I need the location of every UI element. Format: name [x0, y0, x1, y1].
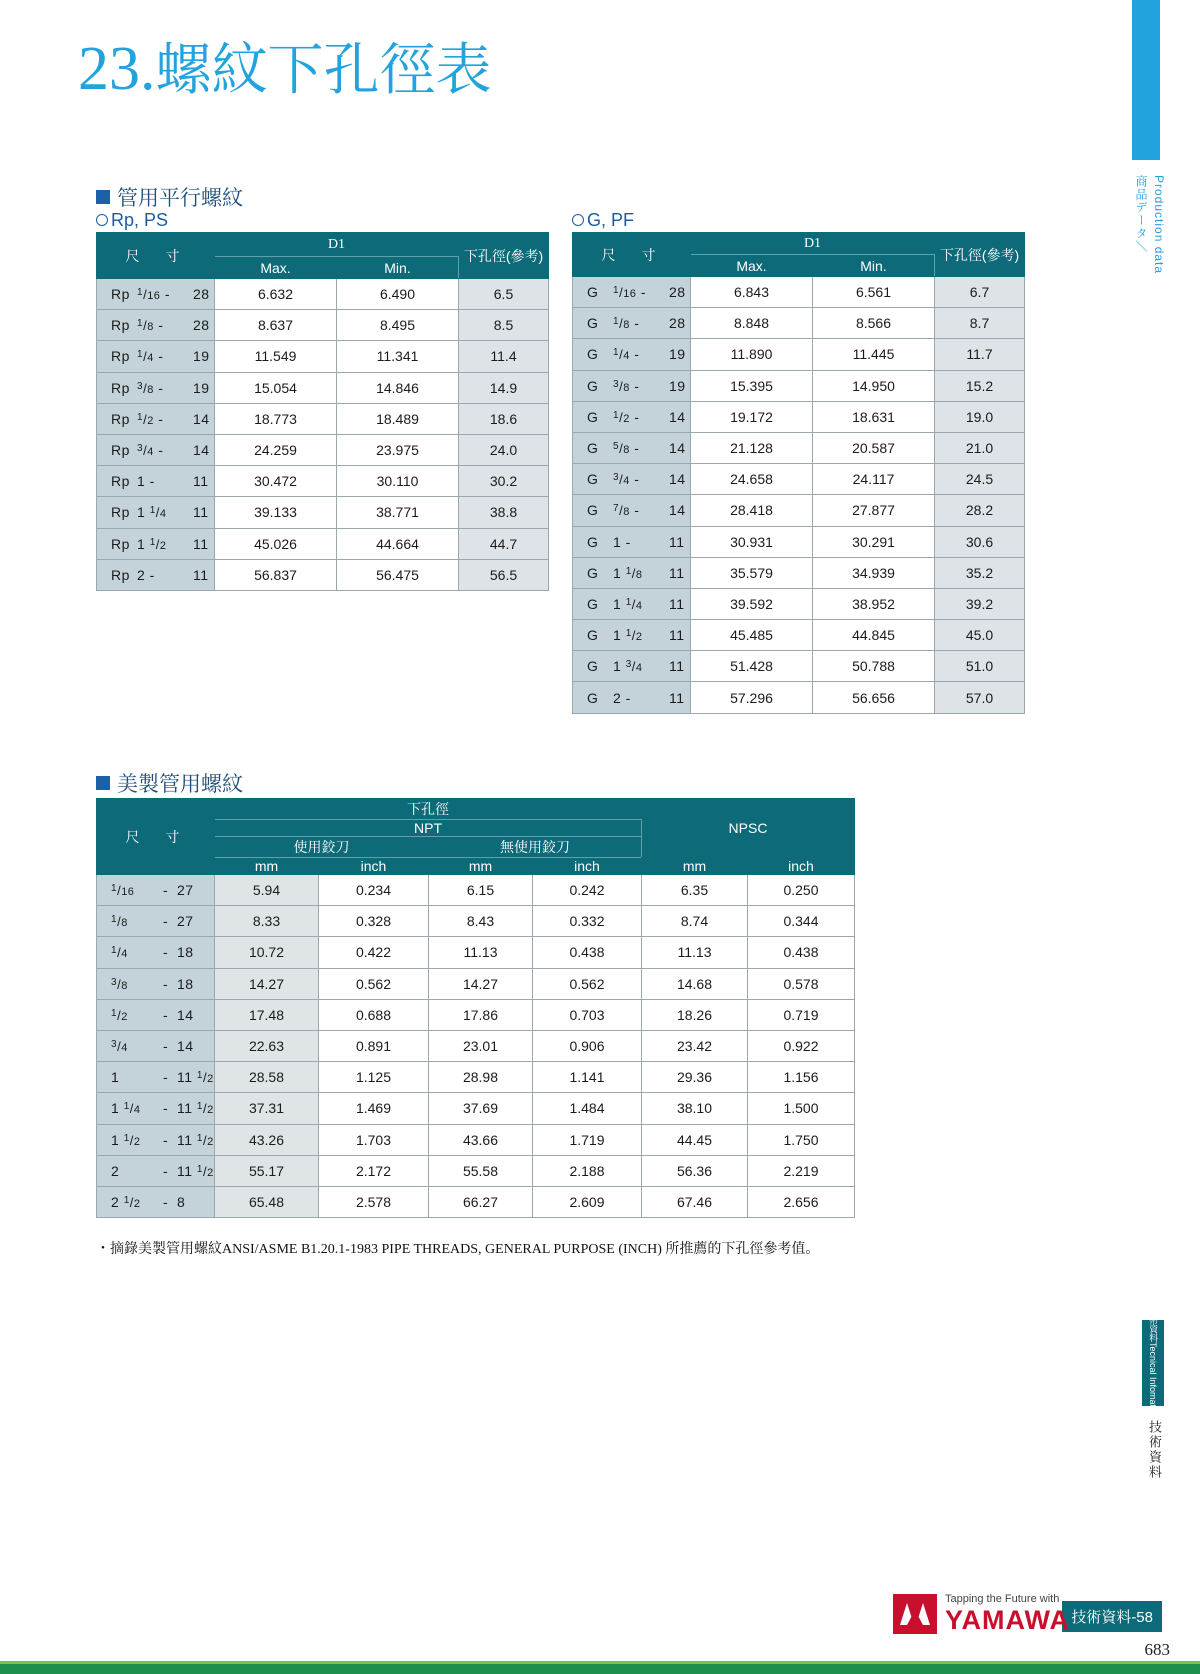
cell-npsc-inch: 0.922: [748, 1030, 855, 1061]
cell-drill-ref: 30.2: [459, 466, 549, 497]
cell-size: 2 - 11 $^1$/2: [97, 1155, 215, 1186]
cell-size: $^3$/8 - 18: [97, 968, 215, 999]
table-row: [97, 434, 549, 465]
table-row: [97, 875, 855, 906]
cell-npsc-inch: 1.156: [748, 1062, 855, 1093]
cell-d1-max: 6.632: [215, 279, 337, 310]
cell-size: G $^1$/4 - 19: [573, 339, 691, 370]
cell-npsc-mm: 67.46: [642, 1186, 748, 1217]
table-row: [97, 403, 549, 434]
table-rp-head-row1: [97, 233, 549, 257]
cell-size: Rp $^1$/2 - 14: [97, 403, 215, 434]
rail-tech-badge-cjk: 技術資料: [1148, 1306, 1159, 1343]
cell-with-reamer-mm: 55.17: [215, 1155, 319, 1186]
cell-drill-ref: 51.0: [935, 651, 1025, 682]
table-row: [573, 401, 1025, 432]
cell-with-reamer-inch: 1.469: [319, 1093, 429, 1124]
table-row: [573, 277, 1025, 308]
cell-with-reamer-mm: 14.27: [215, 968, 319, 999]
cell-without-reamer-inch: 1.719: [533, 1124, 642, 1155]
cell-d1-min: 6.561: [813, 277, 935, 308]
table-row: [573, 432, 1025, 463]
table-row: [97, 497, 549, 528]
cell-npsc-inch: 0.250: [748, 875, 855, 906]
yamawa-tagline: Tapping the Future with: [944, 1593, 1060, 1605]
cell-size: G $^7$/8 - 14: [573, 495, 691, 526]
table-rp-ps: [96, 232, 549, 591]
cell-d1-min: 11.445: [813, 339, 935, 370]
cell-d1-min: 14.950: [813, 370, 935, 401]
right-rail: [1120, 0, 1200, 1674]
th-npsc-inch: inch: [748, 858, 855, 875]
subheading-g-pf: [572, 210, 634, 231]
cell-drill-ref: 57.0: [935, 682, 1025, 713]
page-title: [78, 35, 492, 103]
cell-drill-ref: 56.5: [459, 559, 549, 590]
cell-d1-max: 39.133: [215, 497, 337, 528]
table-row: [573, 557, 1025, 588]
cell-size: Rp 1 $^1$/4 11: [97, 497, 215, 528]
cell-d1-max: 15.395: [691, 370, 813, 401]
cell-size: G 1 $^1$/2 11: [573, 620, 691, 651]
cell-d1-max: 35.579: [691, 557, 813, 588]
cell-drill-ref: 21.0: [935, 432, 1025, 463]
cell-drill-ref: 14.9: [459, 372, 549, 403]
cell-size: Rp 2 - 11: [97, 559, 215, 590]
cell-npsc-mm: 29.36: [642, 1062, 748, 1093]
th-npsc-mm: mm: [642, 858, 748, 875]
cell-with-reamer-inch: 0.234: [319, 875, 429, 906]
cell-drill-ref: 35.2: [935, 557, 1025, 588]
cell-drill-ref: 38.8: [459, 497, 549, 528]
subheading-rp-ps-text: Rp, PS: [111, 210, 169, 230]
cell-npsc-mm: 38.10: [642, 1093, 748, 1124]
cell-d1-min: 56.656: [813, 682, 935, 713]
th-ref: 下孔徑(參考): [459, 233, 549, 279]
table-row: [573, 370, 1025, 401]
cell-without-reamer-inch: 0.906: [533, 1030, 642, 1061]
cell-drill-ref: 15.2: [935, 370, 1025, 401]
table-row: [573, 464, 1025, 495]
cell-without-reamer-inch: 2.188: [533, 1155, 642, 1186]
yamawa-brand: YAMAWA: [944, 1605, 1070, 1635]
cell-without-reamer-mm: 37.69: [429, 1093, 533, 1124]
table-g-head: [573, 233, 1025, 277]
cell-without-reamer-inch: 0.438: [533, 937, 642, 968]
cell-d1-max: 8.637: [215, 310, 337, 341]
cell-npsc-inch: 0.344: [748, 906, 855, 937]
cell-d1-max: 21.128: [691, 432, 813, 463]
rail-tech-badge: [1142, 1306, 1164, 1420]
cell-size: G $^3$/8 - 19: [573, 370, 691, 401]
table-rp-body: [97, 279, 549, 591]
table-row: [573, 682, 1025, 713]
cell-with-reamer-inch: 0.688: [319, 999, 429, 1030]
cell-with-reamer-mm: 10.72: [215, 937, 319, 968]
cell-size: 1 - 11 $^1$/2: [97, 1062, 215, 1093]
th-with-reamer-inch: inch: [319, 858, 429, 875]
cell-with-reamer-inch: 0.891: [319, 1030, 429, 1061]
cell-npsc-mm: 56.36: [642, 1155, 748, 1186]
subheading-g-pf-text: G, PF: [587, 210, 635, 230]
cell-npsc-inch: 0.719: [748, 999, 855, 1030]
cell-d1-max: 30.931: [691, 526, 813, 557]
table-row: [97, 1093, 855, 1124]
th-with-reamer-mm: mm: [215, 858, 319, 875]
cell-npsc-inch: 2.219: [748, 1155, 855, 1186]
table-row: [97, 341, 549, 372]
th-npt: NPT: [215, 820, 642, 837]
cell-drill-ref: 11.7: [935, 339, 1025, 370]
cell-with-reamer-mm: 5.94: [215, 875, 319, 906]
cell-size: $^3$/4 - 14: [97, 1030, 215, 1061]
circle-bullet-icon: [572, 214, 584, 226]
cell-with-reamer-mm: 8.33: [215, 906, 319, 937]
cell-without-reamer-mm: 17.86: [429, 999, 533, 1030]
cell-without-reamer-mm: 6.15: [429, 875, 533, 906]
table-row: [97, 310, 549, 341]
cell-d1-min: 18.489: [337, 403, 459, 434]
footnote: ・摘錄美製管用螺紋ANSI/ASME B1.20.1-1983 PIPE THREADS, GENERAL PURPOSE (INCH) 所推薦的下孔徑參考值。: [96, 1242, 820, 1257]
cell-npsc-mm: 18.26: [642, 999, 748, 1030]
th-without-reamer: 無使用鉸刀: [429, 837, 642, 858]
cell-size: Rp $^3$/8 - 19: [97, 372, 215, 403]
table-row: [97, 1030, 855, 1061]
cell-without-reamer-inch: 0.562: [533, 968, 642, 999]
cell-size: G 1 $^1$/4 11: [573, 588, 691, 619]
cell-d1-max: 15.054: [215, 372, 337, 403]
th-min: Min.: [813, 255, 935, 277]
th-size: 尺 寸: [97, 799, 215, 875]
cell-with-reamer-inch: 1.125: [319, 1062, 429, 1093]
cell-d1-max: 24.259: [215, 434, 337, 465]
cell-with-reamer-inch: 2.172: [319, 1155, 429, 1186]
cell-npsc-mm: 44.45: [642, 1124, 748, 1155]
cell-d1-min: 8.566: [813, 308, 935, 339]
table-row: [573, 651, 1025, 682]
table-npt-head-row1: [97, 799, 855, 820]
cell-size: Rp 1 $^1$/2 11: [97, 528, 215, 559]
table-row: [573, 308, 1025, 339]
cell-with-reamer-inch: 1.703: [319, 1124, 429, 1155]
table-row: [97, 279, 549, 310]
cell-drill-ref: 30.6: [935, 526, 1025, 557]
cell-npsc-mm: 8.74: [642, 906, 748, 937]
cell-with-reamer-mm: 65.48: [215, 1186, 319, 1217]
cell-with-reamer-inch: 0.328: [319, 906, 429, 937]
table-row: [573, 495, 1025, 526]
section2-heading-text: 美製管用螺紋: [117, 772, 243, 796]
tech-data-tab: 技術資料-58: [1062, 1601, 1162, 1632]
cell-d1-min: 44.845: [813, 620, 935, 651]
cell-size: G $^1$/16 - 28: [573, 277, 691, 308]
cell-npsc-mm: 14.68: [642, 968, 748, 999]
table-row: [97, 906, 855, 937]
table-npt-head: [97, 799, 855, 875]
cell-d1-min: 6.490: [337, 279, 459, 310]
cell-d1-min: 20.587: [813, 432, 935, 463]
table-row: [97, 1155, 855, 1186]
cell-drill-ref: 45.0: [935, 620, 1025, 651]
th-max: Max.: [215, 257, 337, 279]
table-g-head-row1: [573, 233, 1025, 255]
cell-size: G 1 $^3$/4 11: [573, 651, 691, 682]
th-npsc: NPSC: [642, 799, 855, 858]
yamawa-text: [945, 1594, 1070, 1634]
cell-d1-min: 30.110: [337, 466, 459, 497]
rail-production-data-jp: 商品データ＼: [1134, 175, 1148, 253]
table-row: [97, 559, 549, 590]
cell-drill-ref: 24.5: [935, 464, 1025, 495]
cell-without-reamer-inch: 0.703: [533, 999, 642, 1030]
cell-size: G 1 - 11: [573, 526, 691, 557]
cell-d1-min: 14.846: [337, 372, 459, 403]
cell-without-reamer-inch: 0.332: [533, 906, 642, 937]
cell-without-reamer-mm: 43.66: [429, 1124, 533, 1155]
th-d1: D1: [215, 233, 459, 257]
cell-d1-max: 39.592: [691, 588, 813, 619]
cell-size: $^1$/16 - 27: [97, 875, 215, 906]
cell-size: 2 $^1$/2 - 8: [97, 1186, 215, 1217]
cell-npsc-inch: 0.578: [748, 968, 855, 999]
table-row: [573, 620, 1025, 651]
section1-heading-text: 管用平行螺紋: [117, 186, 243, 210]
table-rp-head: [97, 233, 549, 279]
table-row: [573, 588, 1025, 619]
cell-d1-min: 34.939: [813, 557, 935, 588]
cell-d1-min: 38.952: [813, 588, 935, 619]
cell-size: G $^1$/8 - 28: [573, 308, 691, 339]
cell-size: $^1$/4 - 18: [97, 937, 215, 968]
cell-without-reamer-mm: 14.27: [429, 968, 533, 999]
th-size: 尺 寸: [97, 233, 215, 279]
cell-d1-max: 56.837: [215, 559, 337, 590]
cell-with-reamer-inch: 0.422: [319, 937, 429, 968]
cell-drill-ref: 39.2: [935, 588, 1025, 619]
cell-with-reamer-mm: 28.58: [215, 1062, 319, 1093]
cell-size: Rp $^1$/4 - 19: [97, 341, 215, 372]
cell-d1-min: 30.291: [813, 526, 935, 557]
cell-with-reamer-inch: 2.578: [319, 1186, 429, 1217]
cell-size: Rp $^1$/16 - 28: [97, 279, 215, 310]
cell-npsc-mm: 11.13: [642, 937, 748, 968]
footer-bar: [0, 1664, 1200, 1674]
th-drill-diameter: 下孔徑: [215, 799, 642, 820]
table-row: [97, 1062, 855, 1093]
cell-d1-min: 23.975: [337, 434, 459, 465]
th-without-reamer-inch: inch: [533, 858, 642, 875]
cell-d1-max: 6.843: [691, 277, 813, 308]
table-g-pf: [572, 232, 1025, 714]
cell-size: Rp $^3$/4 - 14: [97, 434, 215, 465]
cell-d1-max: 28.418: [691, 495, 813, 526]
th-ref: 下孔徑(參考): [935, 233, 1025, 277]
cell-without-reamer-inch: 2.609: [533, 1186, 642, 1217]
cell-npsc-inch: 0.438: [748, 937, 855, 968]
cell-drill-ref: 6.5: [459, 279, 549, 310]
cell-d1-max: 45.026: [215, 528, 337, 559]
cell-with-reamer-inch: 0.562: [319, 968, 429, 999]
cell-d1-max: 24.658: [691, 464, 813, 495]
table-row: [97, 1124, 855, 1155]
table-row: [97, 528, 549, 559]
th-with-reamer: 使用鉸刀: [215, 837, 429, 858]
cell-drill-ref: 6.7: [935, 277, 1025, 308]
cell-without-reamer-inch: 0.242: [533, 875, 642, 906]
th-min: Min.: [337, 257, 459, 279]
table-row: [97, 968, 855, 999]
table-row: [97, 937, 855, 968]
cell-drill-ref: 24.0: [459, 434, 549, 465]
cell-d1-min: 56.475: [337, 559, 459, 590]
cell-with-reamer-mm: 43.26: [215, 1124, 319, 1155]
cell-d1-min: 8.495: [337, 310, 459, 341]
cell-d1-max: 8.848: [691, 308, 813, 339]
cell-drill-ref: 8.7: [935, 308, 1025, 339]
cell-size: 1 $^1$/2 - 11 $^1$/2: [97, 1124, 215, 1155]
rail-tech-under: 技術資料: [1147, 1420, 1162, 1480]
th-max: Max.: [691, 255, 813, 277]
th-d1: D1: [691, 233, 935, 255]
cell-d1-min: 27.877: [813, 495, 935, 526]
cell-d1-max: 19.172: [691, 401, 813, 432]
rail-production-data-en: Production data: [1152, 175, 1166, 275]
cell-d1-min: 50.788: [813, 651, 935, 682]
cell-size: G 2 - 11: [573, 682, 691, 713]
cell-size: Rp $^1$/8 - 28: [97, 310, 215, 341]
cell-size: $^1$/2 - 14: [97, 999, 215, 1030]
cell-d1-max: 57.296: [691, 682, 813, 713]
subheading-rp-ps: [96, 210, 168, 231]
cell-without-reamer-mm: 55.58: [429, 1155, 533, 1186]
table-american-pipe-thread: [96, 798, 855, 1218]
yamawa-mark-icon: [893, 1594, 937, 1634]
cell-size: G $^5$/8 - 14: [573, 432, 691, 463]
cell-with-reamer-mm: 22.63: [215, 1030, 319, 1061]
cell-without-reamer-mm: 11.13: [429, 937, 533, 968]
cell-with-reamer-mm: 17.48: [215, 999, 319, 1030]
cell-drill-ref: 44.7: [459, 528, 549, 559]
page-title-text: 螺紋下孔徑表: [155, 40, 492, 102]
th-size: 尺 寸: [573, 233, 691, 277]
cell-d1-max: 30.472: [215, 466, 337, 497]
cell-drill-ref: 28.2: [935, 495, 1025, 526]
table-npt-body: [97, 875, 855, 1218]
page-title-number: 23.: [78, 35, 156, 103]
cell-d1-max: 11.890: [691, 339, 813, 370]
cell-drill-ref: 19.0: [935, 401, 1025, 432]
rail-tech-badge-en: Tecnical Infomation: [1148, 1342, 1159, 1420]
yamawa-logo: [893, 1594, 1070, 1634]
cell-d1-max: 18.773: [215, 403, 337, 434]
table-row: [97, 372, 549, 403]
table-g-body: [573, 277, 1025, 714]
table-row: [97, 1186, 855, 1217]
cell-size: Rp 1 - 11: [97, 466, 215, 497]
table-row: [573, 339, 1025, 370]
cell-size: G 1 $^1$/8 11: [573, 557, 691, 588]
cell-without-reamer-mm: 23.01: [429, 1030, 533, 1061]
rail-blue-bar: [1132, 0, 1160, 160]
cell-size: 1 $^1$/4 - 11 $^1$/2: [97, 1093, 215, 1124]
cell-size: G $^3$/4 - 14: [573, 464, 691, 495]
cell-d1-min: 18.631: [813, 401, 935, 432]
cell-drill-ref: 8.5: [459, 310, 549, 341]
table-row: [97, 466, 549, 497]
cell-without-reamer-inch: 1.484: [533, 1093, 642, 1124]
square-bullet-icon: [96, 190, 110, 204]
cell-d1-min: 44.664: [337, 528, 459, 559]
square-bullet-icon: [96, 776, 110, 790]
cell-size: $^1$/8 - 27: [97, 906, 215, 937]
section-heading-parallel-pipe-thread: [96, 182, 243, 212]
circle-bullet-icon: [96, 214, 108, 226]
th-without-reamer-mm: mm: [429, 858, 533, 875]
cell-without-reamer-inch: 1.141: [533, 1062, 642, 1093]
cell-size: G $^1$/2 - 14: [573, 401, 691, 432]
table-row: [573, 526, 1025, 557]
cell-npsc-inch: 2.656: [748, 1186, 855, 1217]
cell-without-reamer-mm: 8.43: [429, 906, 533, 937]
cell-with-reamer-mm: 37.31: [215, 1093, 319, 1124]
cell-d1-max: 51.428: [691, 651, 813, 682]
cell-without-reamer-mm: 66.27: [429, 1186, 533, 1217]
cell-drill-ref: 11.4: [459, 341, 549, 372]
cell-d1-max: 45.485: [691, 620, 813, 651]
cell-d1-min: 24.117: [813, 464, 935, 495]
cell-npsc-inch: 1.750: [748, 1124, 855, 1155]
cell-d1-min: 11.341: [337, 341, 459, 372]
page-number: 683: [1144, 1640, 1170, 1659]
cell-npsc-mm: 23.42: [642, 1030, 748, 1061]
cell-without-reamer-mm: 28.98: [429, 1062, 533, 1093]
table-row: [97, 999, 855, 1030]
cell-d1-max: 11.549: [215, 341, 337, 372]
cell-d1-min: 38.771: [337, 497, 459, 528]
cell-drill-ref: 18.6: [459, 403, 549, 434]
cell-npsc-inch: 1.500: [748, 1093, 855, 1124]
cell-npsc-mm: 6.35: [642, 875, 748, 906]
section-heading-american-pipe-thread: [96, 768, 243, 798]
